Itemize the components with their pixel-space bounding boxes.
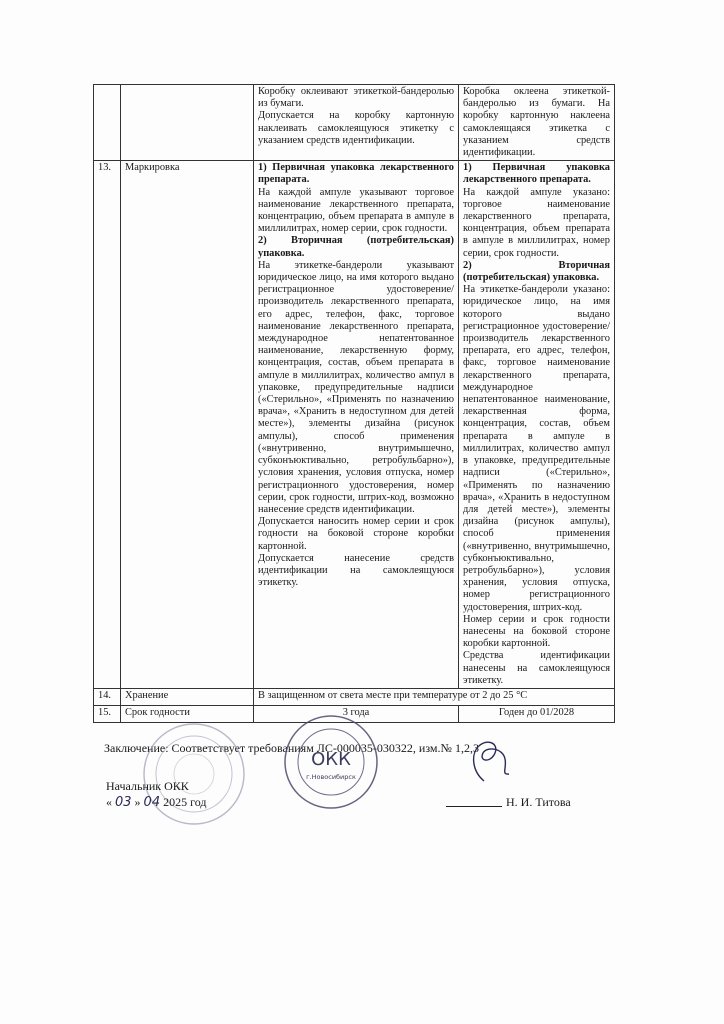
fact-text: На этикетке-бандероли указано: юридическое лицо, на имя которого выдано регистрационное удостоверение/производитель лекарственного препарата, его адрес, телефон, факс, торговое наименование лекарственного препарата, международное непатентованное наименование, лекарственная форма, концентрация, состав, объем препарата в ампуле в миллилитрах, количество ампул в упаковке, предупредительные надписи («Стерильно», «Применять по назначению врача», «Хранить в недоступном для детей месте»), элементы дизайна (рисунок ампулы), способ применения («внутривенно, внутримышечно, субконъюктивально, ретробульбарно»), условия хранения, условия отпуска, номер регистрационного удостоверения, штрих-код.: [463, 284, 610, 613]
round-seal-icon: [140, 720, 248, 828]
date-year: 2025 год: [163, 795, 207, 809]
row-number: 15.: [94, 705, 121, 722]
fact-cell: [459, 85, 615, 161]
date-day: 03: [115, 795, 132, 810]
row-number: 13.: [94, 161, 121, 689]
fact-text: Номер серии и срок годности нанесены на боковой стороне коробки картонной.: [463, 613, 610, 650]
table-row: [94, 85, 615, 161]
okk-stamp-icon: [282, 713, 380, 811]
stamp-center-text: ОКК: [311, 749, 351, 770]
requirement-text: На каждой ампуле указывают торговое наименование лекарственного препарата, концентрацию, объем препарата в ампуле в миллилитрах, номер серии, срок годности.: [258, 186, 454, 235]
signatory-title: Начальник ОКК: [106, 779, 189, 793]
fact-text: На каждой ампуле указано: торговое наименование лекарственного препарата, концентрация, объем препарата в ампуле в миллилитрах, номер серии, срок годности.: [463, 186, 610, 259]
fact-text: Средства идентификации нанесены на самоклеящуюся этикетку.: [463, 650, 610, 686]
specification-table: [93, 84, 615, 723]
signature-icon: [462, 735, 522, 790]
fact-cell: Годен до 01/2028: [459, 705, 615, 722]
requirement-text: Коробку оклеивают этикеткой-бандеролью из бумаги.: [258, 86, 454, 110]
requirement-text: На этикетке-бандероли указывают юридическое лицо, на имя которого выдано регистрационное удостоверение/производитель лекарственного препарата, его адрес, телефон, факс, торговое наименование лекарственного препарата, международное непатентованное наименование, лекарственную форму, концентрация, состав, объем препарата в ампуле в миллилитрах, количество ампул в упаковке, предупредительные надписи («Стерильно», «Применять по назначению врача», «Хранить в недоступном для детей месте»), элементы дизайна (рисунок ампулы), способ применения («внутривенно, внутримышечно, субконъюктивально, ретробульбарно»), условия хранения, условия отпуска, номер регистрационного удостоверения, номер серии, срок годности, штрих-код, возможно нанесение средств идентификации.: [258, 259, 454, 515]
requirement-cell: 3 года: [254, 705, 459, 722]
row-number: [94, 85, 121, 161]
signatory-name: Н. И. Титова: [506, 795, 571, 809]
fact-text: Коробка оклеена этикеткой-бандеролью из бумаги. На коробку картонную наклеена самоклеящаяся этикетка с указанием средств идентификации.: [463, 86, 610, 159]
requirement-text: Допускается нанесение средств идентификации на самоклеящуюся этикетку.: [258, 552, 454, 589]
table-row: [94, 161, 615, 689]
requirement-cell: [254, 161, 459, 689]
requirement-text: Допускается на коробку картонную наклеивать самоклеящуюся этикетку с указанием средств идентификации.: [258, 110, 454, 146]
date-quote-open: «: [106, 795, 112, 809]
fact-heading: 1) Первичная упаковка лекарственного препарата.: [463, 162, 610, 186]
signature-date: [106, 795, 206, 810]
stamp-city-text: г.Новосибирск: [306, 773, 356, 781]
row-name: Хранение: [121, 688, 254, 705]
row-number: 14.: [94, 688, 121, 705]
date-quote-close: »: [134, 795, 141, 809]
fact-heading: 2) Вторичная (потребительская) упаковка.: [463, 259, 610, 284]
row-name: [121, 85, 254, 161]
requirement-heading: 2) Вторичная (потребительская) упаковка.: [258, 235, 454, 259]
table-row: [94, 688, 615, 705]
row-name: Срок годности: [121, 705, 254, 722]
merged-cell: В защищенном от света месте при температуре от 2 до 25 °С: [254, 688, 615, 705]
signature-line: [446, 806, 502, 807]
conclusion-text: Заключение: Соответствует требованиям ЛС-000035-030322, изм.№ 1,2,3: [104, 741, 479, 755]
requirement-cell: [254, 85, 459, 161]
requirement-text: Допускается наносить номер серии и срок годности на боковой стороне коробки картонной.: [258, 516, 454, 552]
date-month: 04: [143, 795, 161, 810]
row-name: Маркировка: [121, 161, 254, 689]
requirement-heading: 1) Первичная упаковка лекарственного препарата.: [258, 162, 454, 186]
fact-cell: [459, 161, 615, 689]
